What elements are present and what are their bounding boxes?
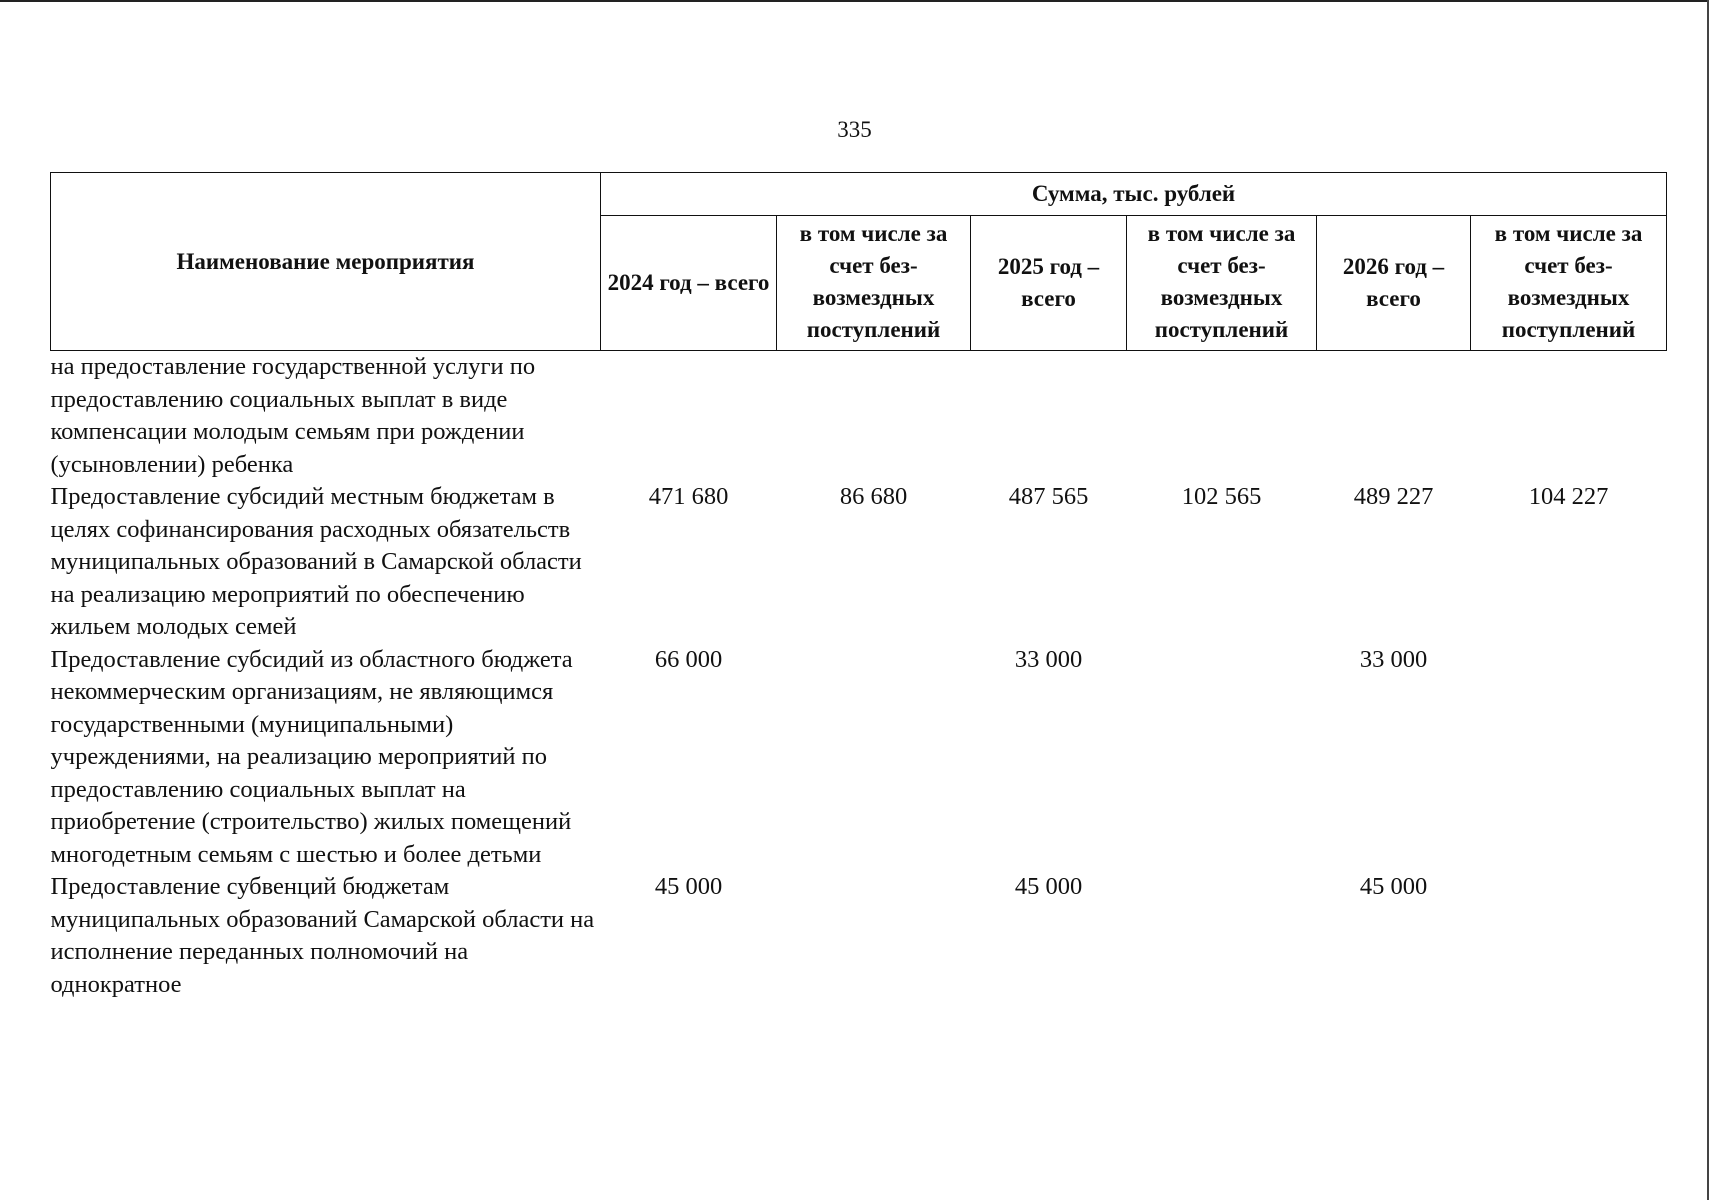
table-row bbox=[51, 644, 1667, 872]
header-event-name: Наименование мероприятия bbox=[51, 173, 601, 351]
header-2025-gratuitous: в том числе за счет без-возмездных поступлений bbox=[1127, 216, 1317, 351]
page-number: 335 bbox=[837, 117, 872, 142]
value-2024-total: 66 000 bbox=[654, 645, 723, 673]
value-2026-total: 33 000 bbox=[1359, 645, 1428, 673]
value-2026-gratuitous bbox=[1471, 644, 1667, 872]
header-2025-total: 2025 год – всего bbox=[971, 216, 1127, 351]
value-2025-total: 45 000 bbox=[1014, 873, 1083, 900]
value-2025-gratuitous bbox=[1127, 351, 1317, 482]
row-name: Предоставление субсидий из областного бюджета некоммерческим организациям, не являющимся государственными (муниципальными) учреждениями, на реализацию мероприятий по предоставлению социальных выплат на приобретение (строительство) жилых помещений многодетным семьям с шестью и более детьми bbox=[50, 645, 573, 868]
row-name: Предоставление субвенций бюджетам муниципальных образований Самарской области на исполнение переданных полномочий на однократное bbox=[50, 873, 595, 998]
table-header bbox=[51, 173, 1667, 351]
value-2025-gratuitous bbox=[1127, 644, 1317, 872]
header-2026-gratuitous: в том числе за счет без-возмездных поступлений bbox=[1471, 216, 1667, 351]
value-2026-total bbox=[1317, 351, 1471, 482]
header-sum-group: Сумма, тыс. рублей bbox=[601, 173, 1667, 216]
value-2025-total: 33 000 bbox=[1014, 645, 1083, 673]
value-2025-total: 487 565 bbox=[1008, 483, 1089, 510]
header-2026-total: 2026 год – всего bbox=[1317, 216, 1471, 351]
table-body bbox=[51, 351, 1667, 1002]
value-2026-gratuitous bbox=[1471, 871, 1667, 1001]
value-2024-gratuitous: 86 680 bbox=[839, 483, 908, 510]
value-2024-gratuitous bbox=[777, 871, 971, 1001]
value-2026-gratuitous bbox=[1471, 351, 1667, 482]
header-2024-total: 2024 год – всего bbox=[601, 216, 777, 351]
value-2024-gratuitous bbox=[777, 644, 971, 872]
value-2026-total: 45 000 bbox=[1359, 873, 1428, 900]
header-2024-gratuitous: в том числе за счет без-возмездных поступлений bbox=[777, 216, 971, 351]
value-2024-total bbox=[601, 351, 777, 482]
table-row bbox=[51, 871, 1667, 1001]
row-name: Предоставление субсидий местным бюджетам в целях софинансирования расходных обязательств муниципальных образований в Самарской области на реализацию мероприятий по обеспечению жильем молодых семей bbox=[50, 483, 582, 640]
value-2024-total: 45 000 bbox=[654, 873, 723, 900]
value-2025-gratuitous: 102 565 bbox=[1181, 483, 1262, 510]
value-2024-total: 471 680 bbox=[648, 483, 729, 510]
table-row bbox=[51, 351, 1667, 482]
value-2024-gratuitous bbox=[777, 351, 971, 482]
row-name: на предоставление государственной услуги по предоставлению социальных выплат в виде компенсации молодым семьям при рождении (усыновлении) ребенка bbox=[50, 353, 536, 478]
top-border-line bbox=[0, 0, 1709, 2]
table-row bbox=[51, 481, 1667, 644]
value-2025-total bbox=[971, 351, 1127, 482]
value-2026-gratuitous: 104 227 bbox=[1528, 483, 1609, 510]
value-2025-gratuitous bbox=[1127, 871, 1317, 1001]
value-2026-total: 489 227 bbox=[1353, 483, 1434, 510]
budget-table bbox=[50, 172, 1667, 1001]
